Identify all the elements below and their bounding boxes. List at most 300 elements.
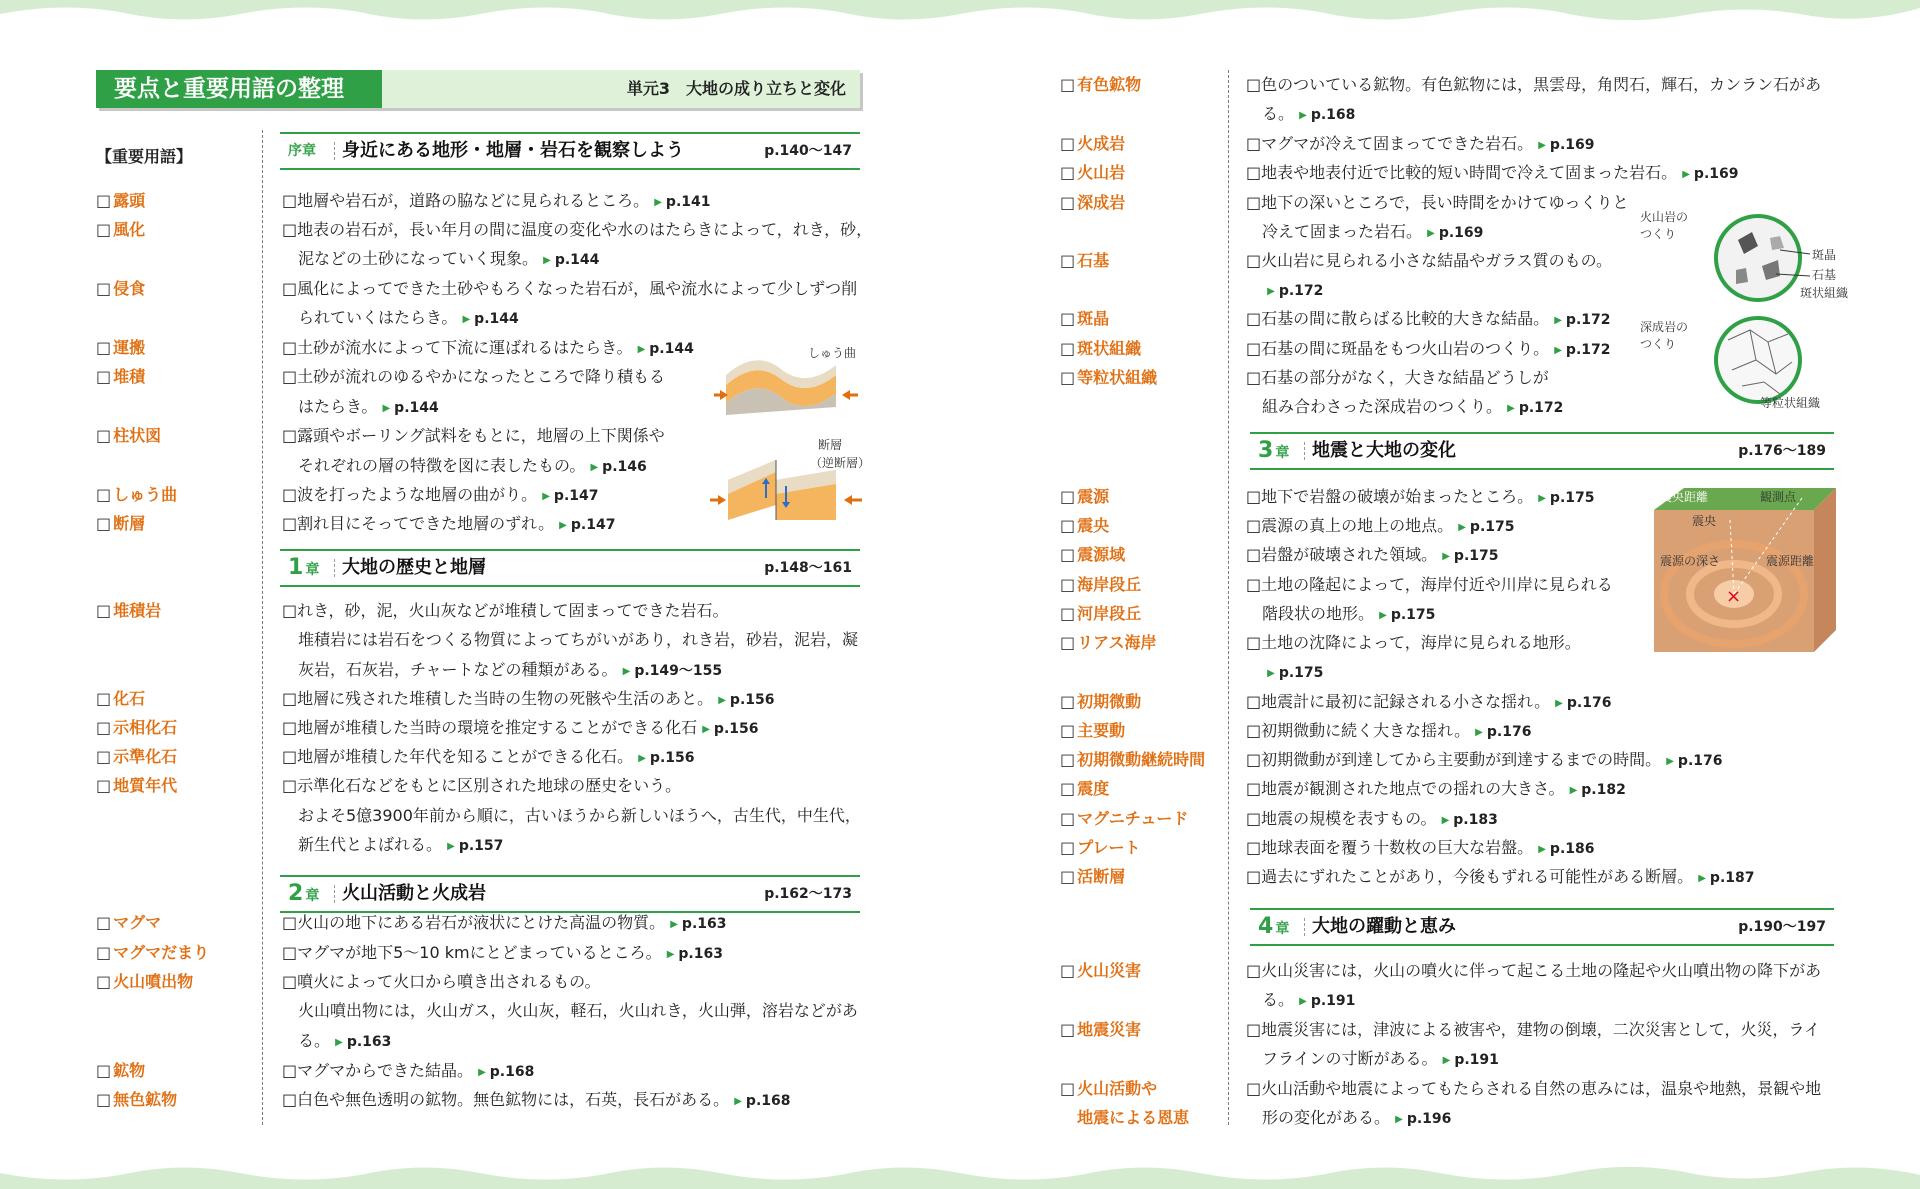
definition-text: □火山の地下にある岩石が液状にとけた高温の物質。 [282,913,666,932]
chapter-suffix: 章 [1275,445,1290,461]
definition-text: □マグマが冷えて固まってできた岩石。 [1246,134,1534,153]
definition-text: □地震計に最初に記録される小さな揺れ。 [1246,692,1551,711]
definition-text: □地震の規模を表すもの。 [1246,809,1437,828]
section-title: 地震と大地の変化 [1312,440,1456,461]
definition-text: □初期微動に続く大きな揺れ。 [1246,721,1471,740]
key-term [1060,131,1125,154]
key-term-text: 風化 [113,220,146,239]
key-term [96,598,161,621]
key-term [1060,365,1157,388]
page-reference: ▶ p.191 [1443,1052,1499,1068]
key-term-text: しゅう曲 [113,485,178,504]
tag-divider [334,559,335,577]
definition-text: □地表の岩石が，長い年月の間に温度の変化や水のはたらきによって，れき，砂， [282,220,873,239]
page-reference: ▶ p.163 [335,1034,391,1050]
page-reference: ▶ p.176 [1475,724,1531,740]
key-term [96,940,209,963]
checkbox-icon: □ [1060,779,1076,798]
key-term-text: 河岸段丘 [1077,604,1142,623]
checkbox-icon: □ [96,601,112,620]
definition-line [1246,776,1626,799]
definition-line [1246,835,1595,858]
definition-line [282,657,722,680]
checkbox-icon: □ [1060,721,1076,740]
definition-text: □地下の深いところで，長い時間をかけてゆっくりと [1246,193,1629,212]
section-pages: p.140〜147 [764,143,852,159]
definition-text: □石基の間に散らばる比較的大きな結晶。 [1246,309,1550,328]
definition-line [1246,248,1612,271]
key-term-text: 堆積岩 [113,601,162,620]
checkbox-icon: □ [1060,1020,1076,1039]
definition-text: □火山災害には，火山の噴火に伴って起こる土地の隆起や火山噴出物の降下があ [1246,961,1822,980]
definition-text: □初期微動が到達してから主要動が到達するまでの時間。 [1246,750,1662,769]
checkbox-icon: □ [1060,604,1076,623]
column-divider [262,130,263,1125]
key-term [1060,864,1125,887]
key-term-text: 侵食 [113,279,146,298]
definition-text: 灰岩，石灰岩，チャートなどの種類がある。 [282,660,618,679]
definition-line [1246,160,1739,183]
unit-label: 単元3 大地の成り立ちと変化 [626,79,846,98]
definition-line [282,305,519,328]
page-reference: ▶ p.163 [667,946,723,962]
section-title: 大地の歴史と地層 [342,557,486,578]
definition-text: □岩盤が破壊された領域。 [1246,545,1438,564]
checkbox-icon: □ [1060,809,1076,828]
key-term [1060,190,1125,213]
key-term [96,276,145,299]
definition-line [1246,219,1483,242]
key-term-text: 無色鉱物 [113,1090,178,1109]
page-reference: ▶ p.191 [1299,993,1355,1009]
page-reference: ▶ p.176 [1555,695,1611,711]
definition-line [282,188,711,211]
checkbox-icon: □ [96,747,112,766]
definition-line [1246,1017,1820,1040]
definition-line [282,998,858,1021]
key-term [1060,160,1125,183]
key-term-text: 露頭 [113,191,146,210]
definition-text: □地表や地表付近で比較的短い時間で冷えて固まった岩石。 [1246,163,1678,182]
definition-text: □地震が観測された地点での揺れの大きさ。 [1246,779,1565,798]
epicentral-distance-label: 震央距離 [1660,490,1709,504]
key-term-text: 堆積 [113,367,146,386]
definition-text: □地層や岩石が，道路の脇などに見られるところ。 [282,191,650,210]
key-term-text: リアス海岸 [1077,633,1157,652]
plutonic-caption [1640,318,1688,352]
tag-divider [334,885,335,903]
definition-text: □色のついている鉱物。有色鉱物には，黒雲母，角閃石，輝石，カンラン石があ [1246,75,1822,94]
station-label: 観測点 [1760,490,1797,504]
page-reference: ▶ p.157 [447,838,503,854]
definition-line [282,511,615,534]
key-term-text: 斑状組織 [1077,339,1142,358]
definition-text: □割れ目にそってできた地層のずれ。 [282,514,555,533]
checkbox-icon: □ [96,1061,112,1080]
page-reference: ▶ p.168 [734,1093,790,1109]
definition-text: □マグマが地下5〜10 kmにとどまっているところ。 [282,943,662,962]
checkbox-icon: □ [96,338,112,357]
definition-line [282,910,727,933]
key-term-text: 活断層 [1077,867,1126,886]
key-term-text: 運搬 [113,338,146,357]
plutonic-caption-1: 深成岩の [1640,320,1689,334]
checkbox-icon: □ [1060,339,1076,358]
page-title: 要点と重要用語の整理 [96,70,382,108]
page-reference: ▶ p.163 [670,916,726,932]
definition-line [282,598,728,621]
page-reference: ▶ p.168 [1299,107,1355,123]
key-term-text: 等粒状組織 [1077,368,1158,387]
key-term [1060,747,1205,770]
key-term [1060,718,1125,741]
definition-text: □土砂が流水によって下流に運ばれるはたらき。 [282,338,633,357]
definition-text: □地層が堆積した年代を知ることができる化石。 [282,747,634,766]
definition-text: □火山活動や地震によってもたらされる自然の恵みには，温泉や地熱，景観や地 [1246,1079,1822,1098]
page-reference: ▶ p.183 [1442,812,1498,828]
definition-line [282,246,599,269]
definition-line [282,832,503,855]
definition-line [282,803,861,826]
definition-text: □震源の真上の地上の地点。 [1246,516,1454,535]
checkbox-icon: □ [1060,1079,1076,1098]
rock-texture-diagram [1680,210,1830,410]
key-term [96,773,177,796]
key-term [96,217,145,240]
definition-line [1246,513,1515,536]
page-reference: ▶ p.144 [543,252,599,268]
key-term [1060,835,1141,858]
section-pages: p.162〜173 [764,886,852,902]
page-reference: ▶ p.182 [1570,782,1626,798]
key-term-text: 地震による恩恵 [1077,1108,1190,1127]
focal-depth-label: 震源の深さ [1660,554,1721,568]
key-term-text: マグマだまり [113,943,210,962]
definition-line [1246,1076,1821,1099]
section-ch4-header [1250,908,1834,946]
page-reference: ▶ p.176 [1666,753,1722,769]
definition-line [282,1087,791,1110]
definition-text: □噴火によって火口から噴き出されるもの。 [282,972,601,991]
definition-line [1246,630,1581,653]
key-term [96,188,145,211]
column-divider [1228,70,1229,1125]
key-term [96,1087,177,1110]
chapter-suffix: 章 [305,888,320,904]
tag-divider [1304,918,1305,936]
key-term-text: 震源 [1077,487,1110,506]
volcanic-caption [1640,208,1688,242]
key-term [96,1058,145,1081]
checkbox-icon: □ [96,972,112,991]
plutonic-caption-2: つくり [1640,337,1677,351]
page-reference: ▶ p.144 [638,341,694,357]
title-banner [96,70,860,108]
checkbox-icon: □ [1060,575,1076,594]
definition-line [1246,806,1498,829]
definition-line [1246,1105,1451,1128]
key-term-text: 初期微動継続時間 [1077,750,1206,769]
svg-text:×: × [1726,586,1742,607]
checkbox-icon: □ [96,1090,112,1109]
definition-line [1246,306,1611,329]
definition-text: る。 [1246,990,1295,1009]
key-term [1060,958,1141,981]
key-term [96,969,193,992]
checkbox-icon: □ [96,718,112,737]
definition-text: □マグマからできた結晶。 [282,1061,473,1080]
checkbox-icon: □ [96,514,112,533]
key-term-text: 初期微動 [1077,692,1142,711]
key-term-text: 示準化石 [113,747,178,766]
definition-line [1246,72,1821,95]
section-tag [1258,434,1289,470]
checkbox-icon: □ [96,220,112,239]
definition-line [282,1058,534,1081]
hypocentral-distance-label: 震源距離 [1766,554,1815,568]
page-reference: ▶ p.186 [1538,841,1594,857]
definition-line [1246,394,1563,417]
checkbox-icon: □ [1060,368,1076,387]
key-term [1060,1105,1189,1128]
definition-line [1246,101,1355,124]
definition-text: □過去にずれたことがあり，今後もずれる可能性がある断層。 [1246,867,1694,886]
definition-text: る。 [1246,104,1295,123]
key-term-text: プレート [1077,838,1141,857]
page-reference: ▶ p.175 [1538,490,1594,506]
definition-text: □波を打ったような地層の曲がり。 [282,485,538,504]
checkbox-icon: □ [96,943,112,962]
definition-line [282,744,695,767]
fault-label: 断層 [818,438,843,452]
chapter-number: 3 [1258,438,1274,463]
chapter-number: 2 [288,881,304,906]
checkbox-icon: □ [96,689,112,708]
key-term-text: 火成岩 [1077,134,1126,153]
key-term [96,335,145,358]
key-term-text: 火山岩 [1077,163,1126,182]
definition-line [1246,365,1549,388]
definition-line [282,1028,391,1051]
key-term [1060,776,1109,799]
checkbox-icon: □ [1060,75,1076,94]
page-reference: ▶ p.172 [1507,400,1563,416]
key-term [96,744,177,767]
key-term-text: 断層 [113,514,146,533]
key-term [1060,630,1157,653]
key-term-text: 地震災害 [1077,1020,1142,1039]
definition-line [1246,718,1531,741]
reverse-fault-label: （逆断層） [810,456,871,470]
definition-line [282,686,775,709]
definition-text: □石基の間に斑晶をもつ火山岩のつくり。 [1246,339,1550,358]
definition-line [282,773,681,796]
page-reference: ▶ p.172 [1267,283,1323,299]
key-term-text: 石基 [1077,251,1110,270]
checkbox-icon: □ [1060,309,1076,328]
page-reference: ▶ p.169 [1538,137,1594,153]
key-term-text: 有色鉱物 [1077,75,1142,94]
volcanic-caption-1: 火山岩の [1640,210,1689,224]
definition-text: □白色や無色透明の鉱物。無色鉱物には，石英，長石がある。 [282,1090,730,1109]
definition-text: □地震災害には，津波による被害や，建物の倒壊，二次災害として，火災，ライ [1246,1020,1820,1039]
chapter-suffix: 章 [305,562,320,578]
key-term-text: 深成岩 [1077,193,1126,212]
key-term [1060,1017,1141,1040]
page-reference: ▶ p.146 [590,459,646,475]
definition-text: □土地の隆起によって，海岸付近や川岸に見られる [1246,575,1613,594]
page-reference: ▶ p.149〜155 [623,663,723,679]
definition-text: 冷えて固まった岩石。 [1246,222,1423,241]
definition-text: □風化によってできた土砂やもろくなった岩石が，風や流水によって少しずつ削 [282,279,858,298]
page-reference: ▶ p.156 [702,721,758,737]
definition-text: およそ5億3900年前から順に，古いほうから新しいほうへ，古生代，中生代， [282,806,861,825]
definition-line [1246,747,1723,770]
definition-text: □石基の部分がなく，大きな結晶どうしが [1246,368,1549,387]
checkbox-icon: □ [96,367,112,386]
key-term-text: 斑晶 [1077,309,1110,328]
key-term [1060,484,1109,507]
key-term-text: マグニチュード [1077,809,1189,828]
checkbox-icon: □ [1060,516,1076,535]
definition-line [282,715,759,738]
page-reference: ▶ p.141 [654,194,710,210]
section-ch2-header [280,875,860,913]
checkbox-icon: □ [1060,487,1076,506]
key-term-text: 柱状図 [113,426,162,445]
tag-divider [1304,442,1305,460]
section-tag [288,551,319,587]
key-term-text: マグマ [113,913,162,932]
definition-line [1246,336,1611,359]
definition-line [1246,277,1323,300]
page-reference: ▶ p.168 [478,1064,534,1080]
key-terms-header: 【重要用語】 [96,147,193,166]
checkbox-icon: □ [1060,867,1076,886]
key-term [96,910,161,933]
checkbox-icon: □ [1060,193,1076,212]
section-title: 火山活動と火成岩 [342,883,486,904]
key-term [96,482,177,505]
section-ch3-header [1250,432,1834,470]
definition-line [1246,864,1755,887]
definition-line [282,335,694,358]
key-term-text: 火山噴出物 [113,972,194,991]
definition-text: □露頭やボーリング試料をもとに，地層の上下関係や [282,426,665,445]
chapter-number: 1 [288,555,304,580]
key-term [1060,806,1188,829]
definition-text: 泥などの土砂になっていく現象。 [282,249,539,268]
definition-text: る。 [282,1031,331,1050]
key-term-text: 海岸段丘 [1077,575,1142,594]
key-term-text: 示相化石 [113,718,178,737]
key-term-text: 震央 [1077,516,1110,535]
definition-text: □地層が堆積した当時の環境を推定することができる化石 [282,718,698,737]
definition-line [282,217,872,240]
page-reference: ▶ p.169 [1682,166,1738,182]
definition-line [1246,542,1499,565]
checkbox-icon: □ [1060,961,1076,980]
key-term [1060,513,1109,536]
fold-label: しゅう曲 [808,346,857,360]
key-term-text: 火山災害 [1077,961,1142,980]
key-term [1060,572,1141,595]
checkbox-icon: □ [96,279,112,298]
definition-text: □地層に残された堆積した当時の生物の死骸や生活のあと。 [282,689,714,708]
key-term-text: 火山活動や [1077,1079,1158,1098]
section-tag [1258,910,1289,946]
checkbox-icon: □ [96,776,112,795]
definition-text: □火山岩に見られる小さな結晶やガラス質のもの。 [1246,251,1612,270]
key-term-text: 鉱物 [113,1061,146,1080]
checkbox-icon: □ [1060,163,1076,182]
key-term [1060,601,1141,624]
page-reference: ▶ p.172 [1554,342,1610,358]
key-term-text: 地質年代 [113,776,178,795]
definition-text: 新生代とよばれる。 [282,835,443,854]
page-reference: ▶ p.156 [638,750,694,766]
definition-text: □示準化石などをもとに区別された地球の歴史をいう。 [282,776,682,795]
phenocryst-label: 斑晶 [1812,248,1837,262]
definition-line [282,394,439,417]
key-term-text: 化石 [113,689,146,708]
page-reference: ▶ p.147 [559,517,615,533]
section-title: 大地の躍動と恵み [1312,916,1456,937]
definition-text [1246,280,1262,299]
definition-line [282,364,665,387]
section-pages: p.190〜197 [1738,919,1826,935]
definition-text: フラインの寸断がある。 [1246,1049,1438,1068]
definition-text: □れき，砂，泥，火山灰などが堆積して固まってできた岩石。 [282,601,729,620]
page-reference: ▶ p.169 [1427,225,1483,241]
tag-divider [334,142,335,160]
page-reference: ▶ p.187 [1698,870,1754,886]
checkbox-icon: □ [96,426,112,445]
definition-line [1246,601,1435,624]
key-term [96,364,145,387]
key-term [1060,306,1109,329]
checkbox-icon: □ [1060,251,1076,270]
definition-text: 火山噴出物には，火山ガス，火山灰，軽石，火山れき，火山弾，溶岩などがあ [282,1001,858,1020]
definition-line [282,423,665,446]
checkbox-icon: □ [1060,134,1076,153]
key-term [1060,689,1141,712]
key-term [1060,1076,1157,1099]
section-ch1-header [280,549,860,587]
page-reference: ▶ p.144 [382,400,438,416]
checkbox-icon: □ [1060,838,1076,857]
definition-text: □土砂が流れのゆるやかになったところで降り積もる [282,367,665,386]
key-term [1060,72,1141,95]
section-pages: p.176〜189 [1738,443,1826,459]
page-reference: ▶ p.175 [1458,519,1514,535]
key-term [96,423,161,446]
checkbox-icon: □ [96,913,112,932]
definition-line [282,453,647,476]
definition-line [1246,659,1323,682]
definition-text: 組み合わさった深成岩のつくり。 [1246,397,1503,416]
definition-text: られていくはたらき。 [282,308,458,327]
page-reference: ▶ p.156 [718,692,774,708]
section-intro-header [280,132,860,170]
key-term [1060,336,1141,359]
equigranular-label: 等粒状組織 [1760,396,1821,410]
key-term-text: 震度 [1077,779,1110,798]
epicenter-label: 震央 [1692,514,1717,528]
page-reference: ▶ p.175 [1379,607,1435,623]
key-term [96,511,145,534]
checkbox-icon: □ [1060,750,1076,769]
